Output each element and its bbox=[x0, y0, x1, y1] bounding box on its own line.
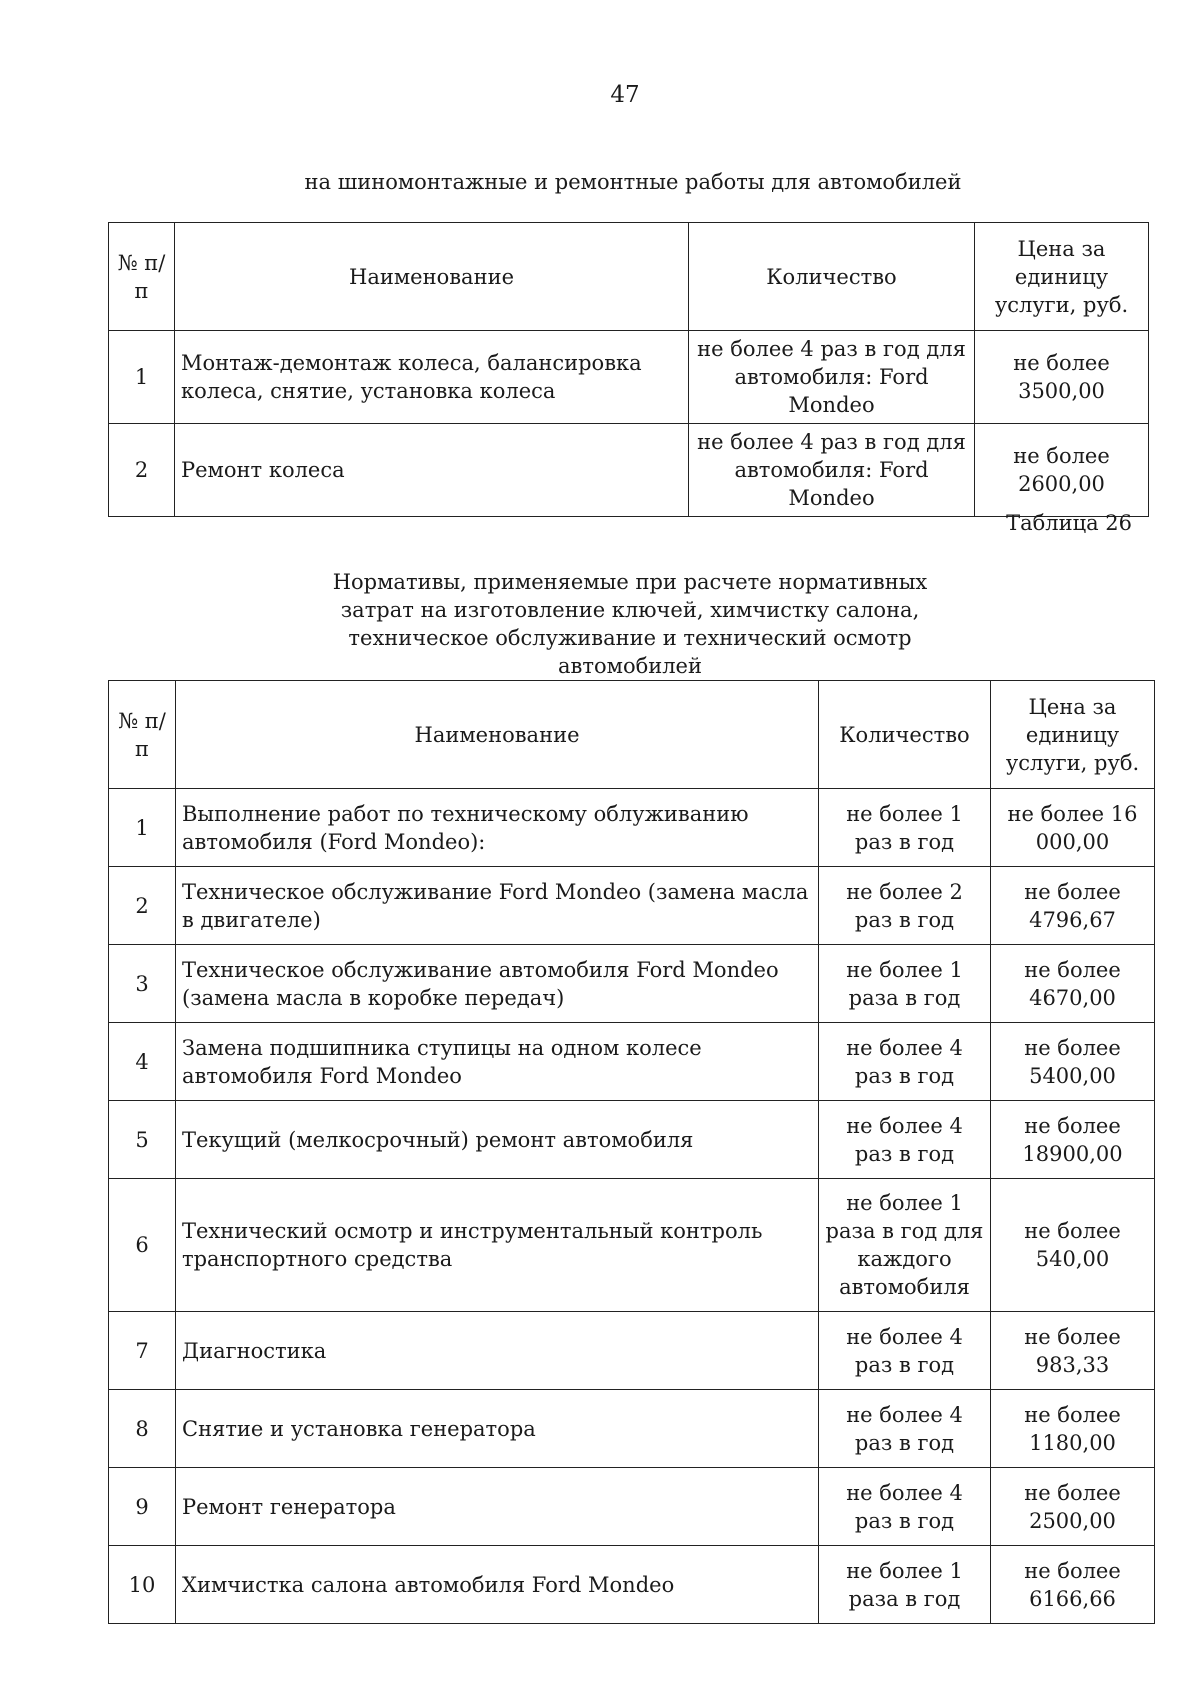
row-num: 10 bbox=[109, 1546, 176, 1624]
header-qty: Количество bbox=[689, 223, 975, 331]
table-row bbox=[109, 1390, 1155, 1468]
row-price: не более 4670,00 bbox=[991, 945, 1155, 1023]
header-qty: Количество bbox=[819, 681, 991, 789]
row-name: Снятие и установка генератора bbox=[176, 1390, 819, 1468]
row-num: 9 bbox=[109, 1468, 176, 1546]
table-row bbox=[109, 1023, 1155, 1101]
table-row bbox=[109, 867, 1155, 945]
row-name: Ремонт колеса bbox=[175, 424, 689, 517]
table-row bbox=[109, 945, 1155, 1023]
table-row bbox=[109, 424, 1149, 517]
table-row bbox=[109, 1179, 1155, 1312]
row-price: не более 18900,00 bbox=[991, 1101, 1155, 1179]
row-qty: не более 4 раз в год bbox=[819, 1312, 991, 1390]
row-price: не более 2500,00 bbox=[991, 1468, 1155, 1546]
row-price: не более 2600,00 bbox=[975, 424, 1149, 517]
row-name: Замена подшипника ступицы на одном колесе автомобиля Ford Mondeo bbox=[176, 1023, 819, 1101]
row-name: Текущий (мелкосрочный) ремонт автомобиля bbox=[176, 1101, 819, 1179]
table2-label: Таблица 26 bbox=[1006, 511, 1132, 535]
row-qty: не более 4 раз в год для автомобиля: Ford Mondeo bbox=[689, 424, 975, 517]
page-number: 47 bbox=[610, 82, 640, 108]
row-name: Диагностика bbox=[176, 1312, 819, 1390]
row-price: не более 1180,00 bbox=[991, 1390, 1155, 1468]
table2-header-row bbox=[109, 681, 1155, 789]
row-num: 5 bbox=[109, 1101, 176, 1179]
row-price: не более 6166,66 bbox=[991, 1546, 1155, 1624]
row-num: 4 bbox=[109, 1023, 176, 1101]
table-row bbox=[109, 789, 1155, 867]
row-num: 1 bbox=[109, 789, 176, 867]
row-num: 1 bbox=[109, 331, 175, 424]
row-price: не более 4796,67 bbox=[991, 867, 1155, 945]
row-name: Техническое обслуживание автомобиля Ford Mondeo (замена масла в коробке передач) bbox=[176, 945, 819, 1023]
row-qty: не более 4 раз в год bbox=[819, 1023, 991, 1101]
row-num: 2 bbox=[109, 867, 176, 945]
row-qty: не более 1 раза в год для каждого автомобиля bbox=[819, 1179, 991, 1312]
row-price: не более 16 000,00 bbox=[991, 789, 1155, 867]
header-name: Наименование bbox=[175, 223, 689, 331]
header-num: № п/п bbox=[109, 681, 176, 789]
table-row bbox=[109, 1546, 1155, 1624]
row-num: 8 bbox=[109, 1390, 176, 1468]
header-price: Цена за единицу услуги, руб. bbox=[975, 223, 1149, 331]
row-qty: не более 4 раз в год bbox=[819, 1390, 991, 1468]
table2-title: Нормативы, применяемые при расчете нормативных затрат на изготовление ключей, химчистку салона, техническое обслуживание и технический осмотр автомобилей bbox=[332, 570, 928, 678]
row-num: 2 bbox=[109, 424, 175, 517]
table-row bbox=[109, 331, 1149, 424]
row-price: не более 3500,00 bbox=[975, 331, 1149, 424]
header-num: № п/п bbox=[109, 223, 175, 331]
row-num: 7 bbox=[109, 1312, 176, 1390]
row-qty: не более 1 раз в год bbox=[819, 789, 991, 867]
table1 bbox=[108, 222, 1149, 517]
table-row bbox=[109, 1101, 1155, 1179]
table-row bbox=[109, 1468, 1155, 1546]
row-name: Химчистка салона автомобиля Ford Mondeo bbox=[176, 1546, 819, 1624]
row-name: Техническое обслуживание Ford Mondeo (замена масла в двигателе) bbox=[176, 867, 819, 945]
row-qty: не более 4 раз в год bbox=[819, 1101, 991, 1179]
header-price: Цена за единицу услуги, руб. bbox=[991, 681, 1155, 789]
row-qty: не более 1 раза в год bbox=[819, 945, 991, 1023]
row-price: не более 540,00 bbox=[991, 1179, 1155, 1312]
table1-title: на шиномонтажные и ремонтные работы для автомобилей bbox=[304, 170, 962, 194]
row-price: не более 5400,00 bbox=[991, 1023, 1155, 1101]
row-num: 6 bbox=[109, 1179, 176, 1312]
row-qty: не более 4 раз в год для автомобиля: Ford Mondeo bbox=[689, 331, 975, 424]
row-qty: не более 4 раз в год bbox=[819, 1468, 991, 1546]
header-name: Наименование bbox=[176, 681, 819, 789]
table1-header-row bbox=[109, 223, 1149, 331]
row-name: Монтаж-демонтаж колеса, балансировка колеса, снятие, установка колеса bbox=[175, 331, 689, 424]
row-price: не более 983,33 bbox=[991, 1312, 1155, 1390]
row-qty: не более 1 раза в год bbox=[819, 1546, 991, 1624]
row-name: Выполнение работ по техническому облуживанию автомобиля (Ford Mondeo): bbox=[176, 789, 819, 867]
row-qty: не более 2 раз в год bbox=[819, 867, 991, 945]
row-num: 3 bbox=[109, 945, 176, 1023]
row-name: Ремонт генератора bbox=[176, 1468, 819, 1546]
table-row bbox=[109, 1312, 1155, 1390]
row-name: Технический осмотр и инструментальный контроль транспортного средства bbox=[176, 1179, 819, 1312]
table2 bbox=[108, 680, 1155, 1624]
